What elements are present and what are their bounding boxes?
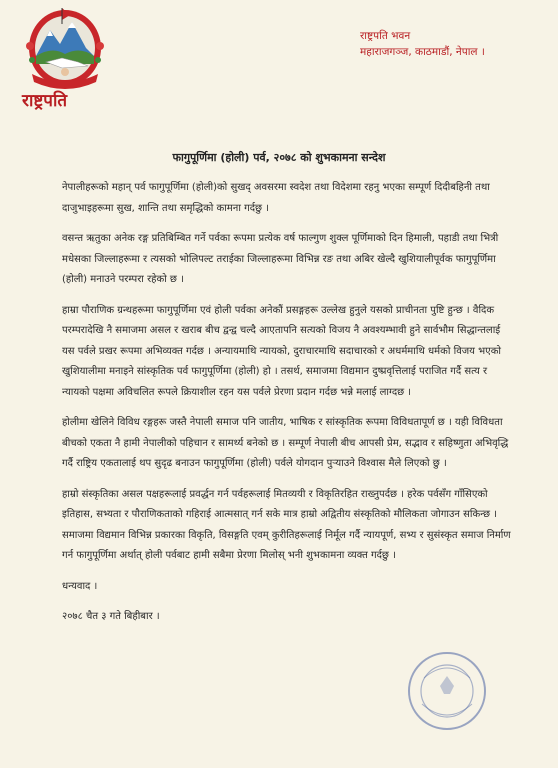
official-seal-stamp-icon (404, 648, 490, 734)
address-line-2: महाराजगञ्ज, काठमाडौं, नेपाल । (360, 46, 485, 58)
closing-thanks: धन्यवाद । (62, 580, 98, 592)
nepal-emblem-icon (22, 4, 108, 100)
paragraph: हाम्रो संस्कृतिका असल पक्षहरूलाई प्रवर्द्धन गर्न पर्वहरूलाई मितव्ययी र विकृतिरहित राख्नुपर्दछ । हरेक पर्वसँग गाँसिएको इतिहास, सभ्यता र पौराणिकताको गहिराई आत्मसात् गर्न सके मात्र हाम्रो अद्वितीय संस्कृतिको मौलिकता जोगाउन सकिन्छ । समाजमा विद्यमान विभिन्न प्रकारका विकृति, विसङ्गति एवम् कुरीतिहरूलाई निर्मूल गर्दै न्यायपूर्ण, सभ्य र सुसंस्कृत समाज निर्माण गर्न फागुपूर्णिमा अर्थात् होली पर्वबाट हामी सबैमा प्रेरणा मिलोस् भनी शुभकामना व्यक्त गर्दछु । (62, 488, 511, 561)
paragraph: हाम्रा पौराणिक ग्रन्थहरूमा फागुपूर्णिमा एवं होली पर्वका अनेकौं प्रसङ्गहरू उल्लेख हुनुले यसको प्राचीनता पुष्टि हुन्छ । वैदिक परम्परादेखि नै समाजमा असल र खराब बीच द्वन्द्व चल्दै आएतापनि सत्यको विजय नै अवश्यम्भावी हुने सार्वभौम सिद्धान्तलाई यस पर्वले प्रखर रूपमा अभिव्यक्त गर्दछ । अन्यायमाथि न्यायको, दुराचारमाथि सदाचारको र अधर्ममाथि धर्मको विजय भएको खुशियालीमा मनाइने सांस्कृतिक पर्व फागुपूर्णिमा (होली) हो । तसर्थ, समाजमा विद्यमान दुष्प्रवृत्तिलाई पराजित गर्दै सत्य र न्यायको पक्षमा अविचलित रूपले क्रियाशील रहन यस पर्वले प्रेरणा प्रदान गर्दछ भन्ने मलाई लाग्दछ । (62, 304, 501, 398)
message-body (62, 178, 512, 628)
paragraph: नेपालीहरूको महान् पर्व फागुपूर्णिमा (होली)को सुखद् अवसरमा स्वदेश तथा विदेशमा रहनु भएका सम्पूर्ण दिदीबहिनी तथा दाजुभाइहरूमा सुख, शान्ति तथा समृद्धिको कामना गर्दछु । (62, 182, 490, 214)
paragraph: होलीमा खेलिने विविध रङ्गहरू जस्तै नेपाली समाज पनि जातीय, भाषिक र सांस्कृतिक रूपमा विविधतापूर्ण छ । यही विविधता बीचको एकता नै हामी नेपालीको पहिचान र सामर्थ्य बनेको छ । सम्पूर्ण नेपाली बीच आपसी प्रेम, सद्भाव र सहिष्णुता अभिवृद्धि गर्दै राष्ट्रिय एकतालाई थप सुदृढ बनाउन फागुपूर्णिमा (होली) पर्वले योगदान पुऱ्याउने विश्वास मैले लिएको छु । (62, 417, 509, 469)
office-title: राष्ट्रपति (22, 91, 68, 111)
message-date: २०७८ चैत ३ गते बिहीबार । (62, 611, 160, 622)
paragraph: वसन्त ऋतुका अनेक रङ्ग प्रतिबिम्बित गर्ने पर्वका रूपमा प्रत्येक वर्ष फाल्गुण शुक्ल पूर्णिमाको दिन हिमाली, पहाडी तथा भित्री मधेसका जिल्लाहरूमा र त्यसको भोलिपल्ट तराईका जिल्लाहरूमा विभिन्न रङ तथा अबिर खेल्दै खुशियालीपूर्वक फागुपूर्णिमा (होली) मनाउने परम्परा रहेको छ । (62, 233, 499, 285)
message-title: फागुपूर्णिमा (होली) पर्व, २०७८ को शुभकामना सन्देश (172, 151, 386, 164)
office-address (360, 28, 550, 60)
address-line-1: राष्ट्रपति भवन (360, 30, 411, 42)
